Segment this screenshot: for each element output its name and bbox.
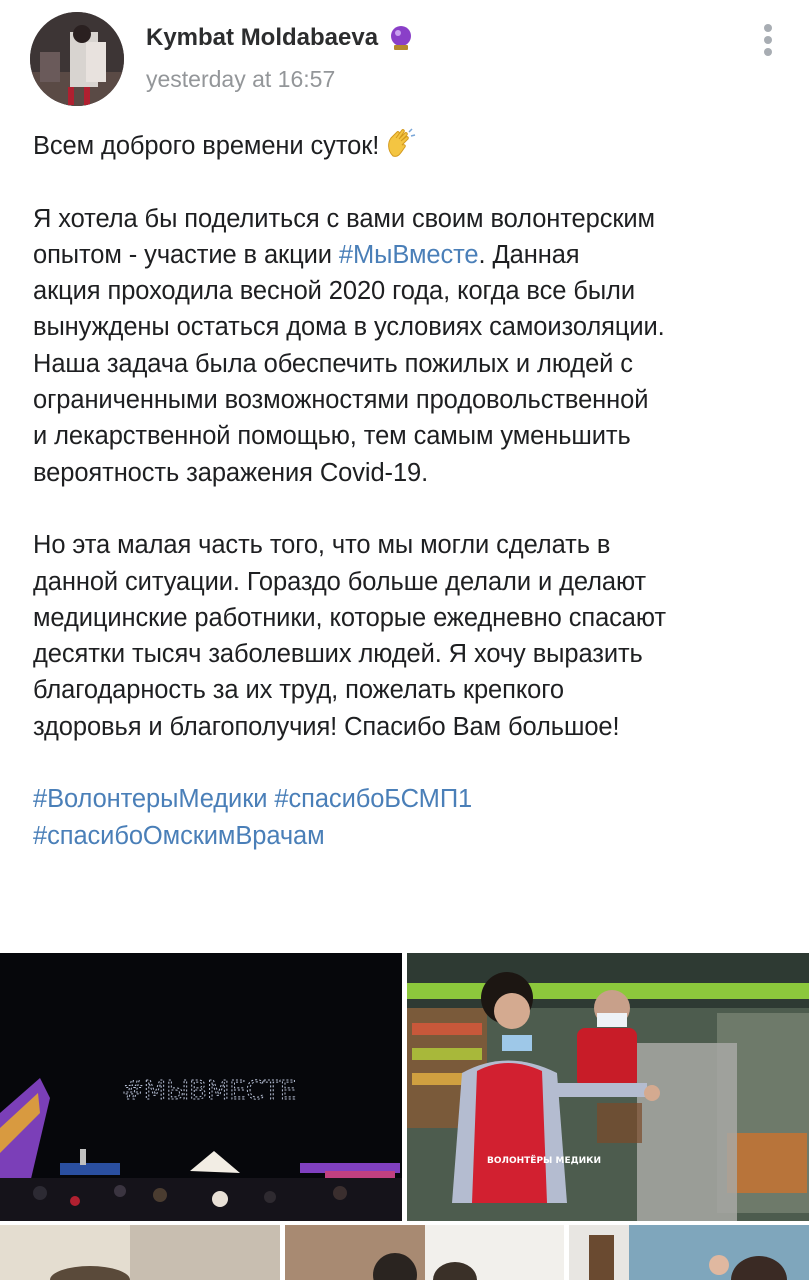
photo-thumbnail-4[interactable] (285, 1225, 564, 1280)
thumbnail-5-image (569, 1225, 809, 1280)
thumbnail-3-image (0, 1225, 280, 1280)
hashtag-myvmeste[interactable]: #МыВместе (338, 240, 479, 269)
volunteers-store-image (407, 953, 809, 1221)
greeting-line: Всем доброго времени суток! (33, 126, 781, 164)
crystal-ball-icon (388, 25, 414, 51)
post-header (0, 0, 809, 120)
photo-thumbnail-5[interactable] (569, 1225, 809, 1280)
drone-caption: #МЫВМЕСТЕ (122, 1076, 297, 1106)
more-options-icon[interactable] (756, 20, 780, 60)
thumbnail-4-image (285, 1225, 564, 1280)
avatar[interactable] (30, 12, 124, 106)
author-name[interactable] (146, 24, 414, 52)
post-timestamp[interactable]: yesterday at 16:57 (146, 66, 336, 92)
photo-volunteers-store[interactable] (407, 953, 809, 1221)
paragraph-2: Но эта малая часть того, что мы могли сделать в данной ситуации. Гораздо больше делали и делают медицинские работники, которые ежедневно спасают десятки тысяч заболевших людей. Я хочу выразить благодарность за их труд, пожелать крепкого здоровья и благополучия! Спасибо Вам большое! (33, 531, 666, 741)
hashtag-spasibo-bsmp1[interactable]: #спасибоБСМП1 (274, 785, 473, 814)
avatar-image (30, 12, 124, 106)
waving-hand-icon (383, 126, 417, 160)
hashtags (33, 781, 781, 854)
author-name-text: Kymbat Moldabaeva (146, 24, 379, 51)
paragraph-1: Я хотела бы поделиться с вами своим волонтерским опытом - участие в акции #МыВместе. Данная акция проходила весной 2020 года, когда все были вынуждены остаться дома в условиях самоизоляции. Наша задача была обеспечить пожилых и людей с ограниченными возможностями продовольственной и лекарственной помощью, тем самым уменьшить вероятность заражения Covid-19. (33, 204, 665, 487)
hashtag-volontery-mediki[interactable]: #ВолонтерыМедики (33, 785, 268, 814)
volunteer-vest-text: ВОЛОНТЁРЫ МЕДИКИ (487, 1156, 602, 1166)
photo-drone-show[interactable] (0, 953, 402, 1221)
photo-thumbnail-3[interactable] (0, 1225, 280, 1280)
post-text (33, 126, 781, 854)
hashtag-spasibo-omskim-vracham[interactable]: #спасибоОмскимВрачам (33, 821, 325, 850)
drone-show-image (0, 953, 402, 1221)
